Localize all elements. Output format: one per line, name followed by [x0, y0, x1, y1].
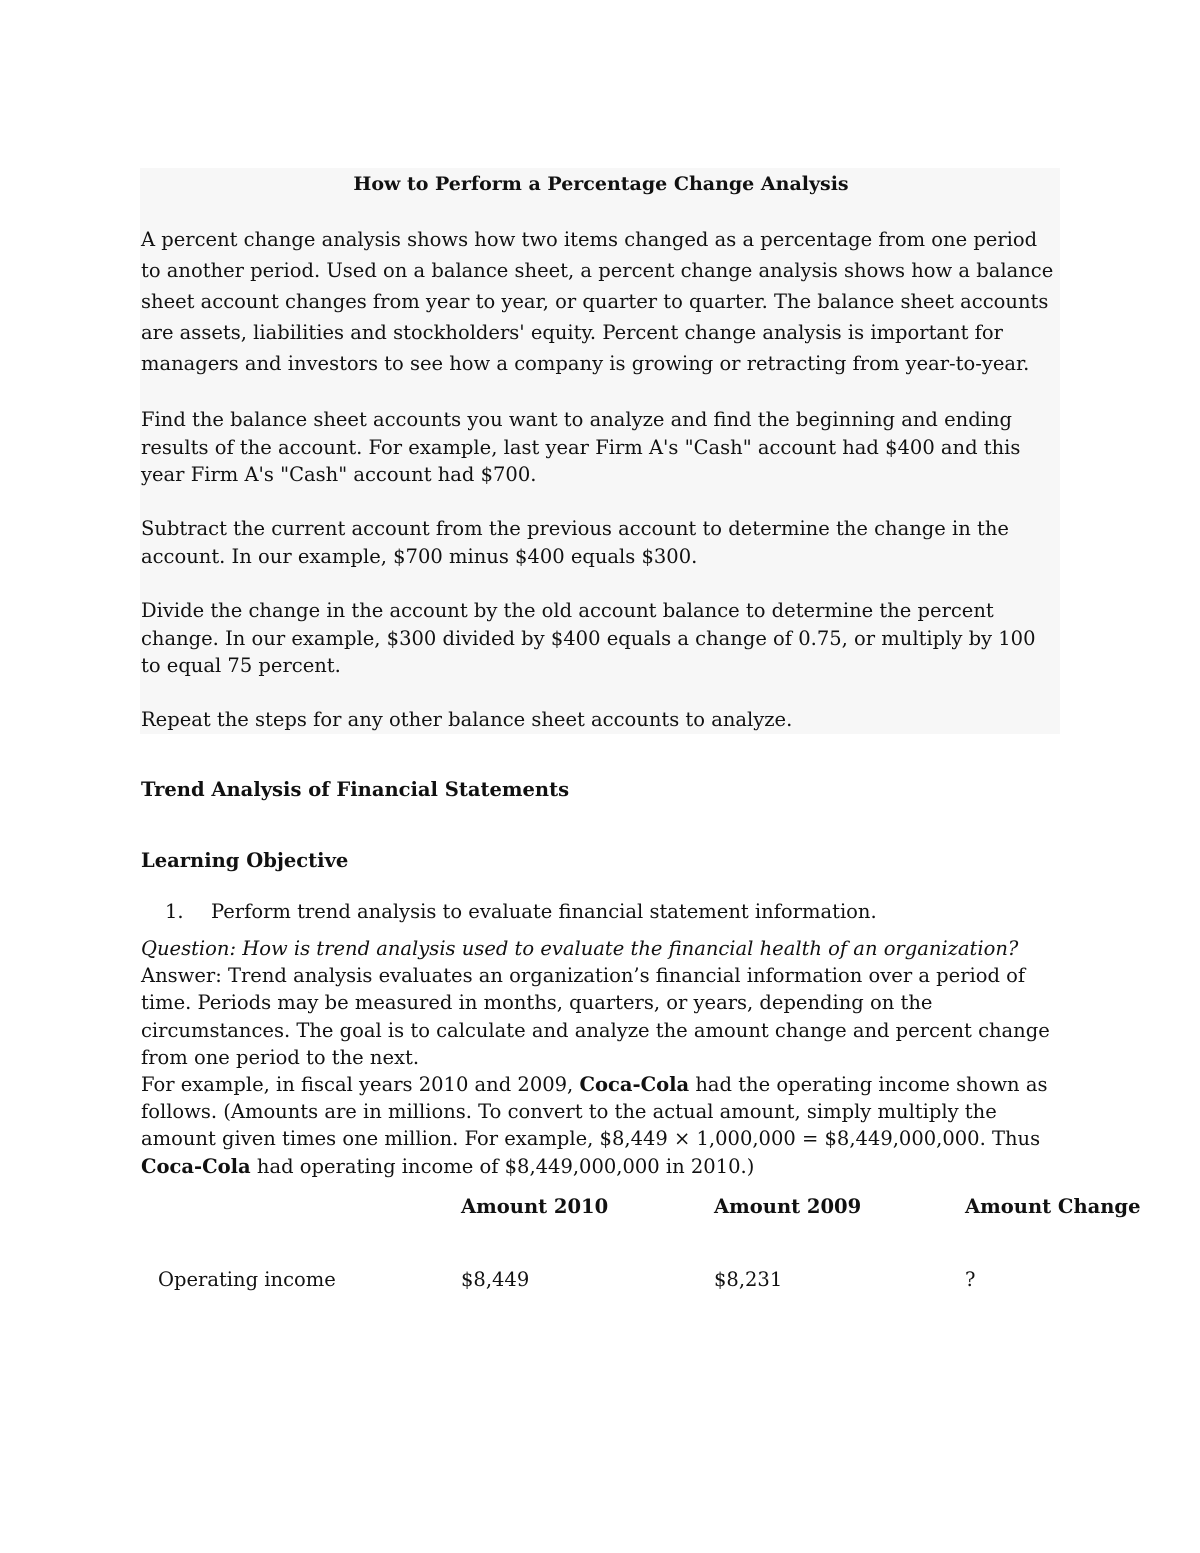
step-find-accounts: Find the balance sheet accounts you want to analyze and find the beginning and ending results of the account. For example, last year Firm A's "Cash" account had $400 and this year Firm A's "Cash" account had $700. — [141, 408, 1021, 486]
example-text — [141, 1071, 1071, 1180]
table-row — [141, 1266, 1171, 1294]
section-title: How to Perform a Percentage Change Analysis — [353, 173, 849, 195]
table-cell: $8,231 — [714, 1268, 783, 1291]
example-part2: had the operating income shown as follows. (Amounts are in millions. To convert to the actual amount, simply multiply the amount given times one million. For example, $8,449 × 1,000,000 = $8,449,000,000. Thus — [141, 1073, 1048, 1151]
step-divide: Divide the change in the account by the old account balance to determine the percent change. In our example, $300 divided by $400 equals a change of 0.75, or multiply by 100 to equal 75 percent. — [141, 599, 1036, 677]
table-cell: Operating income — [158, 1268, 336, 1291]
company-name: Coca-Cola — [141, 1154, 251, 1178]
objective-list-item — [141, 898, 877, 926]
learning-objective-heading: Learning Objective — [141, 849, 349, 872]
table-cell: ? — [965, 1268, 976, 1291]
table-cell: $8,449 — [461, 1268, 530, 1291]
table-header-cell: Amount Change — [965, 1195, 1141, 1218]
company-name: Coca-Cola — [579, 1073, 690, 1097]
table-header-cell: Amount 2010 — [461, 1195, 609, 1218]
example-part3: had operating income of $8,449,000,000 in 2010.) — [250, 1154, 755, 1178]
table-header-row — [141, 1193, 1171, 1221]
list-number: 1. — [165, 900, 184, 923]
intro-paragraph: A percent change analysis shows how two items changed as a percentage from one period to another period. Used on a balance sheet, a percent change analysis shows how a balance sheet account changes from year to year, or quarter to quarter. The balance sheet accounts are assets, liabilities and stockholders' equity. Percent change analysis is important for managers and investors to see how a company is growing or retracting from year-to-year. — [141, 228, 1054, 375]
table-header-cell: Amount 2009 — [714, 1195, 862, 1218]
question-answer-block — [141, 935, 1071, 1180]
trend-analysis-heading: Trend Analysis of Financial Statements — [141, 778, 570, 801]
objective-text: Perform trend analysis to evaluate financial statement information. — [211, 900, 877, 923]
example-part1: For example, in fiscal years 2010 and 2009, — [141, 1073, 580, 1097]
step-repeat: Repeat the steps for any other balance sheet accounts to analyze. — [141, 708, 793, 731]
step-subtract: Subtract the current account from the previous account to determine the change in the account. In our example, $700 minus $400 equals $300. — [141, 517, 1009, 568]
operating-income-table — [141, 1193, 1171, 1294]
question-text: Question: How is trend analysis used to evaluate the financial health of an organization? — [141, 937, 1019, 960]
answer-text: Answer: Trend analysis evaluates an organization’s financial information over a period of time. Periods may be measured in months, quarters, or years, depending on the circumstances. The goal is to calculate and analyze the amount change and percent change from one period to the next. — [141, 964, 1050, 1069]
